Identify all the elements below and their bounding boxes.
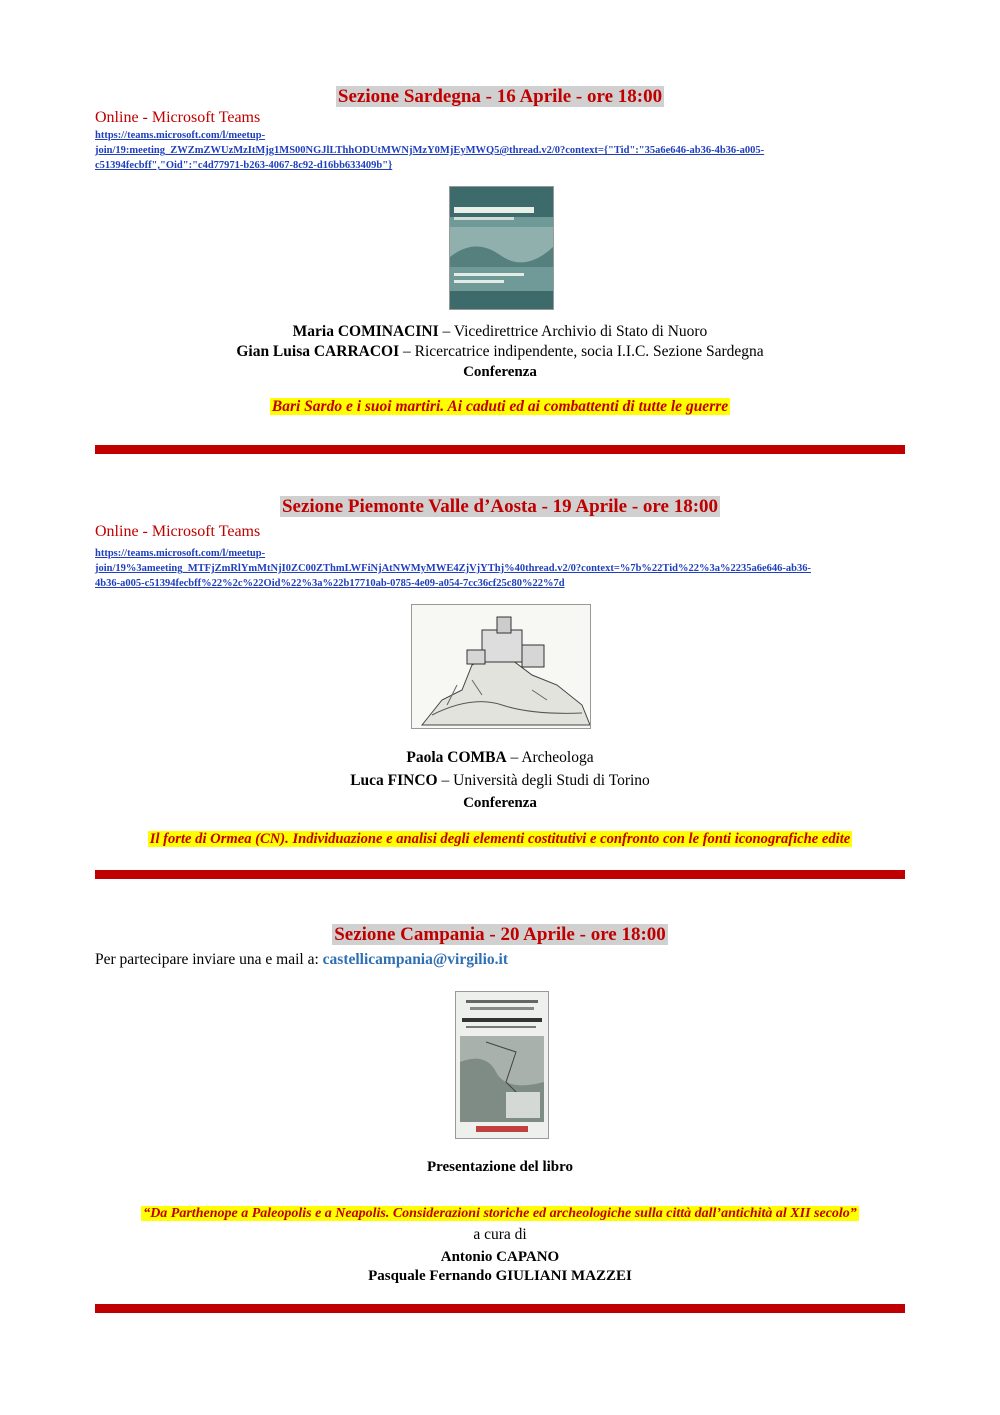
section-divider	[95, 1304, 905, 1313]
event-type: Conferenza	[463, 795, 537, 811]
fort-drawing-image	[411, 604, 591, 729]
event-type: Conferenza	[463, 364, 537, 380]
teams-link[interactable]: https://teams.microsoft.com/l/meetup- join/19:meeting_ZWZmZWUzMzItMjg1MS00NGJlLThhODUtMWNjMzY0MjEyMWQ5@thread.v2/0?context={"Tid":"35a6e646-ab36-4b36-a005- c51394fecbff","Oid":"c4d77971-b263-4067-8c92-d16bb633409b"}	[95, 130, 765, 171]
online-label: Online - Microsoft Teams	[95, 523, 261, 540]
section-heading-campania: Sezione Campania - 20 Aprile - ore 18:00	[334, 924, 666, 945]
author-2: Pasquale Fernando GIULIANI MAZZEI	[368, 1268, 632, 1284]
speaker-2: Luca FINCO – Università degli Studi di Torino	[350, 772, 650, 789]
speaker-1: Maria COMINACINI – Vicedirettrice Archivio di Stato di Nuoro	[292, 323, 708, 340]
contact-line	[95, 951, 508, 969]
contact-text: Per partecipare inviare una e mail a:	[95, 951, 323, 968]
section-divider	[95, 445, 905, 454]
author-1: Antonio CAPANO	[440, 1249, 560, 1265]
event-title: Il forte di Ormea (CN). Individuazione e analisi degli elementi costitutivi e confronto con le fonti iconografiche edite	[149, 831, 851, 847]
online-label: Online - Microsoft Teams	[95, 109, 261, 126]
speaker-1: Paola COMBA – Archeologa	[406, 749, 594, 766]
section-heading-sardegna: Sezione Sardegna - 16 Aprile - ore 18:00	[337, 86, 663, 107]
book-title: “Da Parthenope a Paleopolis e a Neapolis. Considerazioni storiche ed archeologiche sulla città dall’antichità al XII secolo”	[143, 1206, 857, 1221]
contact-email[interactable]: castellicampania@virgilio.it	[322, 951, 508, 968]
book-cover-image	[449, 186, 554, 310]
event-title: Bari Sardo e i suoi martiri. Ai caduti ed ai combattenti di tutte le guerre	[271, 398, 729, 415]
curated-by-label: a cura di	[473, 1226, 527, 1243]
speaker-2: Gian Luisa CARRACOI – Ricercatrice indipendente, socia I.I.C. Sezione Sardegna	[236, 343, 764, 360]
teams-link[interactable]: https://teams.microsoft.com/l/meetup- join/19%3ameeting_MTFjZmRlYmMtNjI0ZC00ZThmLWFiNjAtNWMyMWE4ZjVjYThj%40thread.v2/0?context=%7b%22Tid%22%3a%2235a6e646-ab36- 4b36-a005-c51394fecbff%22%2c%22Oid%22%3a%22b17710ab-0785-4e09-a054-7cc36cf25c80%22%7d	[95, 548, 811, 589]
book-cover-image	[455, 991, 549, 1139]
section-divider	[95, 870, 905, 879]
event-type: Presentazione del libro	[426, 1159, 574, 1175]
section-heading-piemonte: Sezione Piemonte Valle d’Aosta - 19 Aprile - ore 18:00	[281, 496, 719, 517]
